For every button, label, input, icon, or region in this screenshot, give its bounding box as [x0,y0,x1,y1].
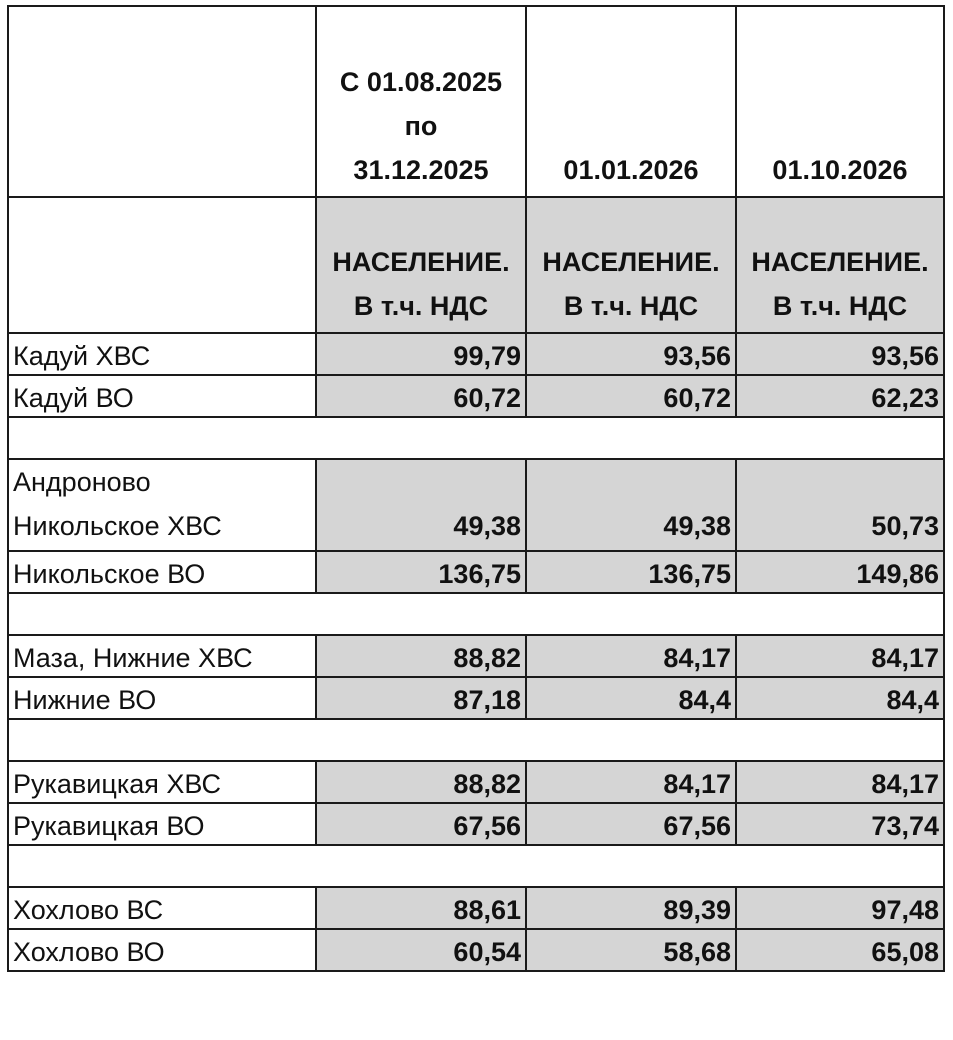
row-value: 67,56 [316,803,526,845]
row-value: 67,56 [526,803,736,845]
row-value: 88,82 [316,761,526,803]
row-value: 50,73 [736,459,944,551]
header-corner-cell [8,6,316,197]
row-label-line-1: Андроново [13,467,151,497]
spacer-row [8,719,944,761]
category-line-2: В т.ч. НДС [772,291,908,321]
row-value: 136,75 [526,551,736,593]
header-category-1 [316,197,526,333]
row-value: 60,54 [316,929,526,971]
category-line-1: НАСЕЛЕНИЕ. [332,247,510,277]
row-value: 136,75 [316,551,526,593]
row-value: 84,17 [736,635,944,677]
category-line-1: НАСЕЛЕНИЕ. [751,247,929,277]
row-value: 97,48 [736,887,944,929]
row-label: Хохлово ВО [8,929,316,971]
row-value: 84,17 [736,761,944,803]
table-row [8,677,944,719]
spacer-row [8,845,944,887]
table-row [8,635,944,677]
row-label [8,459,316,551]
table-row [8,333,944,375]
period-1-line-2: по [404,111,438,141]
row-value: 60,72 [316,375,526,417]
period-1-line-3: 31.12.2025 [353,155,489,185]
row-label: Хохлово ВС [8,887,316,929]
row-value: 62,23 [736,375,944,417]
row-label: Кадуй ВО [8,375,316,417]
header-period-1 [316,6,526,197]
row-label: Никольское ВО [8,551,316,593]
header-row-periods [8,6,944,197]
period-1-line-1: С 01.08.2025 [339,67,503,97]
row-label: Кадуй ХВС [8,333,316,375]
row-value: 65,08 [736,929,944,971]
row-value: 73,74 [736,803,944,845]
row-value: 99,79 [316,333,526,375]
row-value: 84,17 [526,761,736,803]
table-row [8,887,944,929]
row-value: 89,39 [526,887,736,929]
spacer-cell [8,417,944,459]
table-row [8,761,944,803]
header-row-category [8,197,944,333]
table-row [8,929,944,971]
row-label: Маза, Нижние ХВС [8,635,316,677]
table-row [8,459,944,551]
spacer-row [8,593,944,635]
row-value: 84,4 [526,677,736,719]
row-label: Нижние ВО [8,677,316,719]
row-value: 60,72 [526,375,736,417]
row-value: 49,38 [526,459,736,551]
spacer-cell [8,593,944,635]
table-row [8,551,944,593]
row-value: 87,18 [316,677,526,719]
row-value: 93,56 [736,333,944,375]
header-period-3: 01.10.2026 [736,6,944,197]
row-label: Рукавицкая ХВС [8,761,316,803]
category-line-2: В т.ч. НДС [353,291,489,321]
tariff-sheet [7,5,943,972]
category-line-2: В т.ч. НДС [563,291,699,321]
category-line-1: НАСЕЛЕНИЕ. [542,247,720,277]
spacer-row [8,417,944,459]
row-value: 49,38 [316,459,526,551]
header-period-2: 01.01.2026 [526,6,736,197]
row-value: 93,56 [526,333,736,375]
row-value: 58,68 [526,929,736,971]
tariff-table [7,5,945,972]
header-category-2 [526,197,736,333]
row-value: 88,82 [316,635,526,677]
table-row [8,803,944,845]
row-label-line-2: Никольское ХВС [13,511,222,541]
row-value: 88,61 [316,887,526,929]
header-category-corner [8,197,316,333]
row-value: 84,17 [526,635,736,677]
header-category-3 [736,197,944,333]
row-label: Рукавицкая ВО [8,803,316,845]
spacer-cell [8,845,944,887]
table-row [8,375,944,417]
spacer-cell [8,719,944,761]
row-value: 84,4 [736,677,944,719]
row-value: 149,86 [736,551,944,593]
